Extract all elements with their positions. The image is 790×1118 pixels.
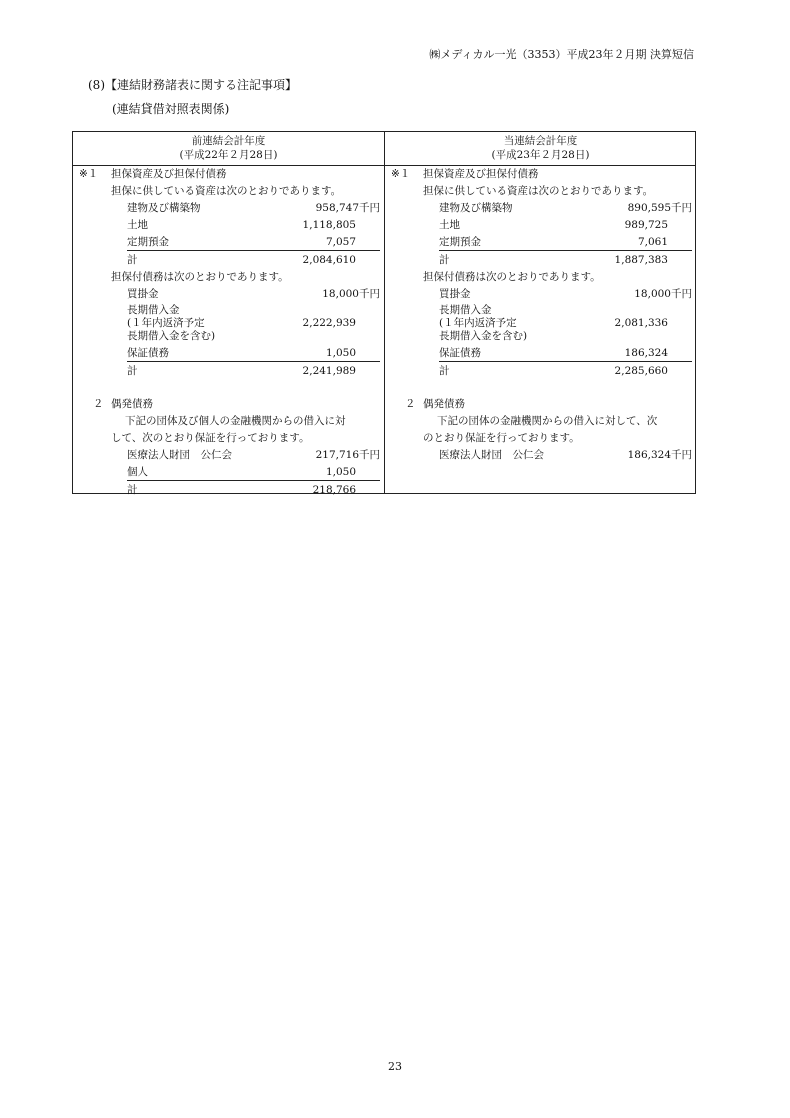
debt-payable-value: 18,000千円 bbox=[634, 288, 692, 300]
prior-year-header bbox=[73, 134, 384, 162]
debt-guarantee-value: 1,050 bbox=[325, 347, 356, 359]
asset-value: 7,061 bbox=[637, 236, 668, 248]
asset-label: 定期預金 bbox=[127, 236, 169, 248]
debt-loan-note: 長期借入金を含む) bbox=[127, 330, 216, 342]
asset-label: 土地 bbox=[439, 219, 460, 231]
asset-label: 土地 bbox=[127, 219, 148, 231]
debt-loan-value: 2,222,939 bbox=[302, 317, 356, 329]
prior-year-panel bbox=[73, 166, 384, 496]
debt-payable-value: 18,000千円 bbox=[322, 288, 380, 300]
asset-value: 989,725 bbox=[624, 219, 668, 231]
note2-title: 偶発債務 bbox=[423, 398, 465, 410]
prior-year-label: 前連結会計年度 bbox=[191, 135, 266, 147]
guarantee-label: 医療法人財団 公仁会 bbox=[439, 449, 544, 461]
debt-total-label: 計 bbox=[439, 365, 450, 377]
section-title: (8)【連結財務諸表に関する注記事項】 bbox=[88, 78, 297, 92]
note1-marker: ※１ bbox=[391, 168, 411, 180]
assets-total-value: 2,084,610 bbox=[302, 254, 356, 266]
assets-total-value: 1,887,383 bbox=[614, 254, 668, 266]
subtotal-rule bbox=[127, 250, 380, 251]
debt-guarantee-value: 186,324 bbox=[624, 347, 668, 359]
debt-loan-note: (１年内返済予定 bbox=[439, 317, 517, 329]
debt-loan-note: (１年内返済予定 bbox=[127, 317, 205, 329]
debt-guarantee-label: 保証債務 bbox=[127, 347, 169, 359]
subtotal-rule bbox=[439, 361, 692, 362]
debt-loan-value: 2,081,336 bbox=[614, 317, 668, 329]
debt-loan-label: 長期借入金 bbox=[127, 304, 180, 316]
note1-title: 担保資産及び担保付債務 bbox=[423, 168, 539, 180]
note1-intro: 担保に供している資産は次のとおりであります。 bbox=[111, 185, 342, 197]
debt-total-value: 2,241,989 bbox=[302, 365, 356, 377]
assets-total-label: 計 bbox=[127, 254, 138, 266]
current-year-header bbox=[385, 134, 696, 162]
debt-total-label: 計 bbox=[127, 365, 138, 377]
note2-text: のとおり保証を行っております。 bbox=[423, 432, 580, 444]
note1-title: 担保資産及び担保付債務 bbox=[111, 168, 227, 180]
section-subtitle: (連結貸借対照表関係) bbox=[112, 102, 230, 116]
debt-intro: 担保付債務は次のとおりであります。 bbox=[111, 271, 289, 283]
asset-label: 建物及び構築物 bbox=[127, 202, 201, 214]
page-number: 23 bbox=[388, 1060, 402, 1073]
debt-payable-label: 買掛金 bbox=[439, 288, 471, 300]
subtotal-rule bbox=[127, 361, 380, 362]
guarantee-value: 217,716千円 bbox=[315, 449, 380, 461]
asset-label: 定期預金 bbox=[439, 236, 481, 248]
prior-year-date: (平成22年２月28日) bbox=[179, 149, 278, 161]
guarantee-value: 186,324千円 bbox=[627, 449, 692, 461]
asset-value: 7,057 bbox=[325, 236, 356, 248]
asset-value: 890,595千円 bbox=[627, 202, 692, 214]
debt-loan-note: 長期借入金を含む) bbox=[439, 330, 528, 342]
current-year-date: (平成23年２月28日) bbox=[491, 149, 590, 161]
guarantee-label: 個人 bbox=[127, 466, 148, 478]
note2-title: 偶発債務 bbox=[111, 398, 153, 410]
subtotal-rule bbox=[127, 480, 380, 481]
debt-intro: 担保付債務は次のとおりであります。 bbox=[423, 271, 601, 283]
note1-marker: ※１ bbox=[79, 168, 99, 180]
note2-text: 下記の団体の金融機関からの借入に対して、次 bbox=[437, 415, 658, 427]
debt-payable-label: 買掛金 bbox=[127, 288, 159, 300]
asset-value: 1,118,805 bbox=[302, 219, 356, 231]
debt-loan-label: 長期借入金 bbox=[439, 304, 492, 316]
asset-label: 建物及び構築物 bbox=[439, 202, 513, 214]
assets-total-label: 計 bbox=[439, 254, 450, 266]
current-year-label: 当連結会計年度 bbox=[503, 135, 578, 147]
guarantee-label: 医療法人財団 公仁会 bbox=[127, 449, 232, 461]
company-header: ㈱メディカル一光（3353）平成23年２月期 決算短信 bbox=[429, 48, 694, 61]
note2-marker: ２ bbox=[405, 398, 416, 410]
subtotal-rule bbox=[439, 250, 692, 251]
note2-marker: ２ bbox=[93, 398, 104, 410]
debt-guarantee-label: 保証債務 bbox=[439, 347, 481, 359]
guarantees-total-label: 計 bbox=[127, 484, 138, 496]
guarantee-value: 1,050 bbox=[325, 466, 356, 478]
note2-text: して、次のとおり保証を行っております。 bbox=[111, 432, 310, 444]
asset-value: 958,747千円 bbox=[315, 202, 380, 214]
current-year-panel bbox=[385, 166, 696, 493]
note1-intro: 担保に供している資産は次のとおりであります。 bbox=[423, 185, 654, 197]
guarantees-total-value: 218,766 bbox=[312, 484, 356, 496]
debt-total-value: 2,285,660 bbox=[614, 365, 668, 377]
notes-table bbox=[72, 131, 696, 494]
note2-text: 下記の団体及び個人の金融機関からの借入に対 bbox=[125, 415, 346, 427]
